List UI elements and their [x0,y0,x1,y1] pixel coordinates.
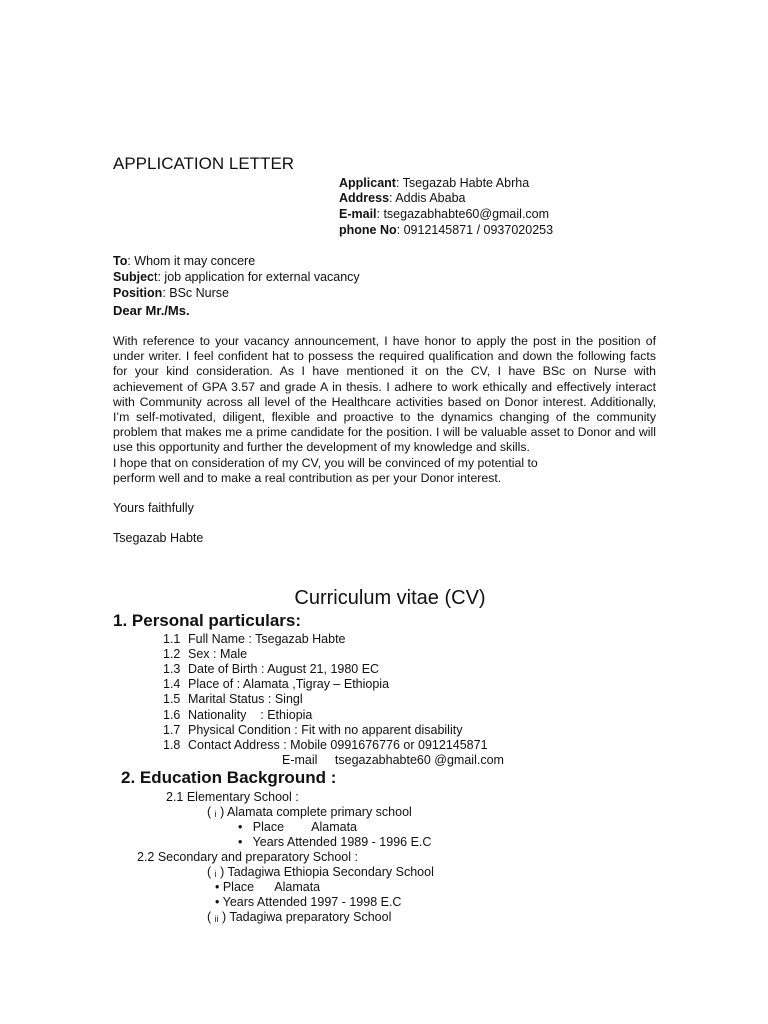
subject-line [113,270,360,285]
to-line [113,254,255,269]
position-value: : BSc Nurse [162,286,229,300]
to-label: To [113,254,128,268]
applicant-label: Applicant [339,176,396,190]
item-text: Sex : Male [188,647,248,661]
salutation: Dear Mr./Ms. [113,303,190,318]
email-value: : tsegazabhabte60@gmail.com [376,207,550,221]
item-number: 1.1 [163,632,181,646]
phone-line [339,223,553,238]
personal-item [163,723,462,737]
item-text: Marital Status : Singl [188,692,303,706]
item-number: 1.3 [163,662,181,676]
phone-label: phone No [339,223,397,237]
personal-item [163,677,389,691]
email-line [339,207,549,222]
personal-item [163,662,379,676]
item-number: 1.5 [163,692,181,706]
phone-value: : 0912145871 / 0937020253 [396,223,554,237]
secondary-school: ( ᵢ ) Tadagiwa Ethiopia Secondary School [207,865,434,879]
to-value: : Whom it may concere [127,254,256,268]
subject-label: Subjec [113,270,154,284]
address-value: : Addis Ababa [389,191,466,205]
elementary-years: • Years Attended 1989 - 1996 E.C [238,835,432,849]
email-label: E-mail [339,207,377,221]
item-text: Place of : Alamata ,Tigray – Ethiopia [188,677,390,691]
applicant-value: : Tsegazab Habte Abrha [395,176,530,190]
signature: Tsegazab Habte [113,531,204,545]
cv-title: Curriculum vitae (CV) [294,587,486,609]
personal-item [163,692,303,706]
secondary-place: • Place Alamata [215,880,321,894]
section-personal-heading: 1. Personal particulars: [113,611,302,630]
item-text: Physical Condition : Fit with no apparent disability [188,723,463,737]
application-letter-title: APPLICATION LETTER [113,154,295,173]
personal-item [163,708,312,722]
item-text: Contact Address : Mobile 0991676776 or 0912145871 [188,738,488,752]
item-number: 1.7 [163,723,181,737]
position-line [113,286,229,301]
closing-line-1: I hope that on consideration of my CV, you will be convinced of my potential to [113,456,538,470]
item-text: Nationality : Ethiopia [188,708,313,722]
item-number: 1.4 [163,677,181,691]
email-contact-value: tsegazabhabte60 @gmail.com [334,753,504,767]
address-line [339,191,465,206]
address-label: Address [339,191,390,205]
position-label: Position [113,286,163,300]
personal-item [163,647,247,661]
elementary-place: • Place Alamata [238,820,358,834]
section-education-heading: 2. Education Background : [121,768,337,787]
item-number: 1.6 [163,708,181,722]
item-number: 1.8 [163,738,181,752]
secondary-years: • Years Attended 1997 - 1998 E.C [215,895,402,909]
elementary-heading: 2.1 Elementary School : [166,790,299,804]
secondary-heading: 2.2 Secondary and preparatory School : [137,850,358,864]
item-number: 1.2 [163,647,181,661]
signoff: Yours faithfully [113,501,194,515]
email-contact-label: E-mail [282,753,318,767]
letter-body: With reference to your vacancy announcement, I have honor to apply the post in the position of under writer. I feel confident hat to possess the required qualification and down the following facts for your kind consideration. As I have mentioned it on the CV, I have BSc on Nurse with achievement of GPA 3.57 and grade A in thesis. I adhere to work ethically and effectively interact with Community across all level of the Healthcare activities based on Donor interest. Additionally, I’m self-motivated, diligent, flexible and proactive to the dynamics changing of the community problem that makes me a prime candidate for the position. I will be valuable asset to Donor and will use this opportunity and further the development of my knowledge and skills. [113,334,656,455]
item-text: Date of Birth : August 21, 1980 EC [188,662,380,676]
personal-item [163,632,346,646]
item-text: Full Name : Tsegazab Habte [188,632,346,646]
subject-value: t: job application for external vacancy [154,270,360,284]
preparatory-school: ( ᵢᵢ ) Tadagiwa preparatory School [207,910,392,924]
applicant-line [339,176,529,191]
elementary-school: ( ᵢ ) Alamata complete primary school [207,805,412,819]
email-contact-line [282,753,504,767]
personal-item [163,738,488,752]
closing-line-2: perform well and to make a real contribution as per your Donor interest. [113,471,502,485]
